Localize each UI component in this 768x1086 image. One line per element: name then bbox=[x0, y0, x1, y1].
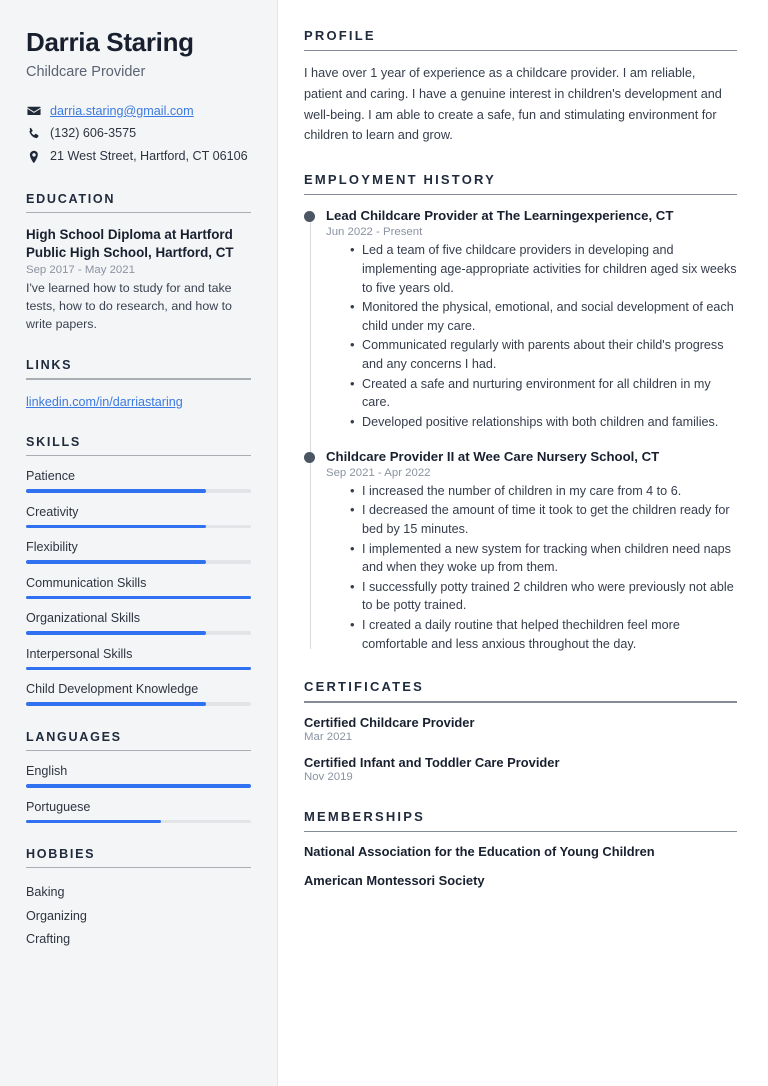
section-title-skills: SKILLS bbox=[26, 434, 81, 449]
language-label: English bbox=[26, 764, 68, 779]
timeline-dot-icon bbox=[304, 211, 315, 222]
skill-meter-track bbox=[26, 525, 251, 529]
section-title-memberships: MEMBERSHIPS bbox=[304, 808, 425, 824]
employment-entry bbox=[326, 207, 737, 431]
contact-email bbox=[26, 102, 251, 120]
section-education bbox=[26, 192, 251, 335]
language-meter-track bbox=[26, 820, 251, 824]
language-item bbox=[26, 764, 251, 788]
skill-item bbox=[26, 540, 251, 564]
membership-item: National Association for the Education of Young Children bbox=[304, 844, 655, 860]
sidebar bbox=[0, 0, 278, 1086]
divider bbox=[26, 455, 251, 456]
map-pin-icon bbox=[26, 150, 41, 164]
language-meter-fill bbox=[26, 784, 251, 788]
section-profile bbox=[304, 28, 737, 146]
certificate-item bbox=[304, 715, 737, 743]
education-degree: High School Diploma at Hartford Public High School, Hartford, CT bbox=[26, 227, 234, 261]
skill-label: Communication Skills bbox=[26, 575, 147, 590]
skill-meter-track bbox=[26, 631, 251, 635]
section-employment bbox=[304, 172, 737, 654]
employment-bullet: • Led a team of five childcare providers in developing and implementing age-appropriate activities for children aged six weeks to five years old. bbox=[350, 241, 737, 297]
skill-item bbox=[26, 611, 251, 635]
divider bbox=[26, 867, 251, 868]
skill-item bbox=[26, 505, 251, 529]
employment-bullet: • I increased the number of children in my care from 4 to 6. bbox=[350, 482, 737, 501]
memberships-list bbox=[304, 844, 737, 888]
contact-list bbox=[26, 102, 251, 166]
language-meter-track bbox=[26, 784, 251, 788]
education-date: Sep 2017 - May 2021 bbox=[26, 264, 135, 277]
section-hobbies bbox=[26, 847, 251, 951]
phone-text: (132) 606-3575 bbox=[50, 126, 137, 141]
skill-meter-track bbox=[26, 489, 251, 493]
skill-item bbox=[26, 576, 251, 600]
phone-icon bbox=[26, 127, 41, 141]
contact-phone bbox=[26, 125, 251, 143]
section-title-languages: LANGUAGES bbox=[26, 729, 122, 744]
certificate-item bbox=[304, 755, 737, 783]
employment-date: Jun 2022 - Present bbox=[326, 226, 423, 239]
linkedin-link[interactable]: linkedin.com/in/darriastaring bbox=[26, 394, 183, 409]
employment-timeline bbox=[304, 207, 737, 653]
certificate-name: Certified Infant and Toddler Care Provider bbox=[304, 754, 560, 770]
hobby-item: Crafting bbox=[26, 932, 71, 947]
divider bbox=[304, 701, 737, 702]
skill-meter-track bbox=[26, 667, 251, 671]
employment-bullet-list bbox=[326, 241, 737, 431]
section-title-links: LINKS bbox=[26, 358, 73, 373]
section-skills bbox=[26, 435, 251, 706]
skill-meter-fill bbox=[26, 489, 206, 493]
list-item bbox=[26, 393, 251, 411]
section-links bbox=[26, 358, 251, 410]
employment-bullet: • Monitored the physical, emotional, and social development of each child under my care. bbox=[350, 298, 737, 335]
employment-date: Sep 2021 - Apr 2022 bbox=[326, 466, 431, 479]
certificate-name: Certified Childcare Provider bbox=[304, 714, 475, 730]
address-text: 21 West Street, Hartford, CT 06106 bbox=[50, 149, 248, 164]
certificates-list bbox=[304, 715, 737, 783]
skill-label: Child Development Knowledge bbox=[26, 682, 199, 697]
language-item bbox=[26, 800, 251, 824]
employment-bullet: • I successfully potty trained 2 children who were previously not able to be potty trained. bbox=[350, 578, 737, 615]
language-meter-fill bbox=[26, 820, 161, 824]
section-title-certificates: CERTIFICATES bbox=[304, 679, 425, 695]
certificate-date: Mar 2021 bbox=[304, 730, 353, 743]
education-description: I've learned how to study for and take tests, how to do research, and how to write papers. bbox=[26, 281, 232, 332]
employment-role: Lead Childcare Provider at The Learningexperience, CT bbox=[326, 208, 674, 224]
employment-bullet-list bbox=[326, 482, 737, 654]
section-title-profile: PROFILE bbox=[304, 28, 376, 43]
membership-item: American Montessori Society bbox=[304, 873, 485, 889]
language-label: Portuguese bbox=[26, 799, 91, 814]
skill-meter-track bbox=[26, 702, 251, 706]
divider bbox=[304, 194, 737, 195]
section-memberships bbox=[304, 809, 737, 888]
skills-list bbox=[26, 469, 251, 706]
divider bbox=[304, 50, 737, 51]
employment-bullet: • Created a safe and nurturing environment for all children in my care. bbox=[350, 375, 737, 412]
contact-address bbox=[26, 148, 251, 166]
section-languages bbox=[26, 730, 251, 823]
section-certificates bbox=[304, 679, 737, 782]
skill-meter-fill bbox=[26, 560, 206, 564]
hobby-item: Organizing bbox=[26, 908, 87, 923]
section-title-education: EDUCATION bbox=[26, 191, 116, 206]
job-title: Childcare Provider bbox=[26, 63, 146, 80]
skill-meter-fill bbox=[26, 596, 251, 600]
skill-meter-track bbox=[26, 596, 251, 600]
timeline-dot-icon bbox=[304, 452, 315, 463]
skill-label: Organizational Skills bbox=[26, 611, 141, 626]
page-title: Darria Staring bbox=[26, 27, 194, 57]
skill-label: Flexibility bbox=[26, 540, 78, 555]
divider bbox=[26, 378, 251, 379]
section-title-employment: EMPLOYMENT HISTORY bbox=[304, 171, 497, 187]
employment-bullet: • I implemented a new system for tracking when children need naps and when they woke up from them. bbox=[350, 540, 737, 577]
skill-meter-fill bbox=[26, 702, 206, 706]
email-link[interactable]: darria.staring@gmail.com bbox=[50, 103, 194, 118]
divider bbox=[304, 831, 737, 832]
certificate-date: Nov 2019 bbox=[304, 770, 353, 783]
skill-meter-track bbox=[26, 560, 251, 564]
skill-label: Creativity bbox=[26, 504, 79, 519]
skill-item bbox=[26, 682, 251, 706]
divider bbox=[26, 212, 251, 213]
employment-entry bbox=[326, 448, 737, 654]
skill-item bbox=[26, 469, 251, 493]
employment-role: Childcare Provider II at Wee Care Nursery School, CT bbox=[326, 448, 660, 464]
main-content bbox=[278, 0, 768, 1086]
skill-item bbox=[26, 647, 251, 671]
skill-meter-fill bbox=[26, 667, 251, 671]
employment-bullet: • Developed positive relationships with both children and families. bbox=[350, 413, 737, 432]
employment-bullet: • I decreased the amount of time it took to get the children ready for bed by 15 minutes. bbox=[350, 501, 737, 538]
skill-label: Interpersonal Skills bbox=[26, 646, 133, 661]
hobby-item: Baking bbox=[26, 885, 65, 900]
employment-bullet: • I created a daily routine that helped thechildren feel more comfortable and less anxious throughout the day. bbox=[350, 616, 737, 653]
skill-label: Patience bbox=[26, 469, 76, 484]
skill-meter-fill bbox=[26, 631, 206, 635]
employment-bullet: • Communicated regularly with parents about their child's progress and any concerns I had. bbox=[350, 336, 737, 373]
divider bbox=[26, 750, 251, 751]
envelope-icon bbox=[26, 104, 41, 118]
skill-meter-fill bbox=[26, 525, 206, 529]
hobbies-list bbox=[26, 881, 251, 951]
languages-list bbox=[26, 764, 251, 823]
section-title-hobbies: HOBBIES bbox=[26, 847, 96, 862]
profile-text: I have over 1 year of experience as a childcare provider. I am reliable, patient and caring. I have a genuine interest in children's development and well-being. I am able to create a safe, fun and stimulating environment for children to learn and grow. bbox=[304, 66, 722, 143]
